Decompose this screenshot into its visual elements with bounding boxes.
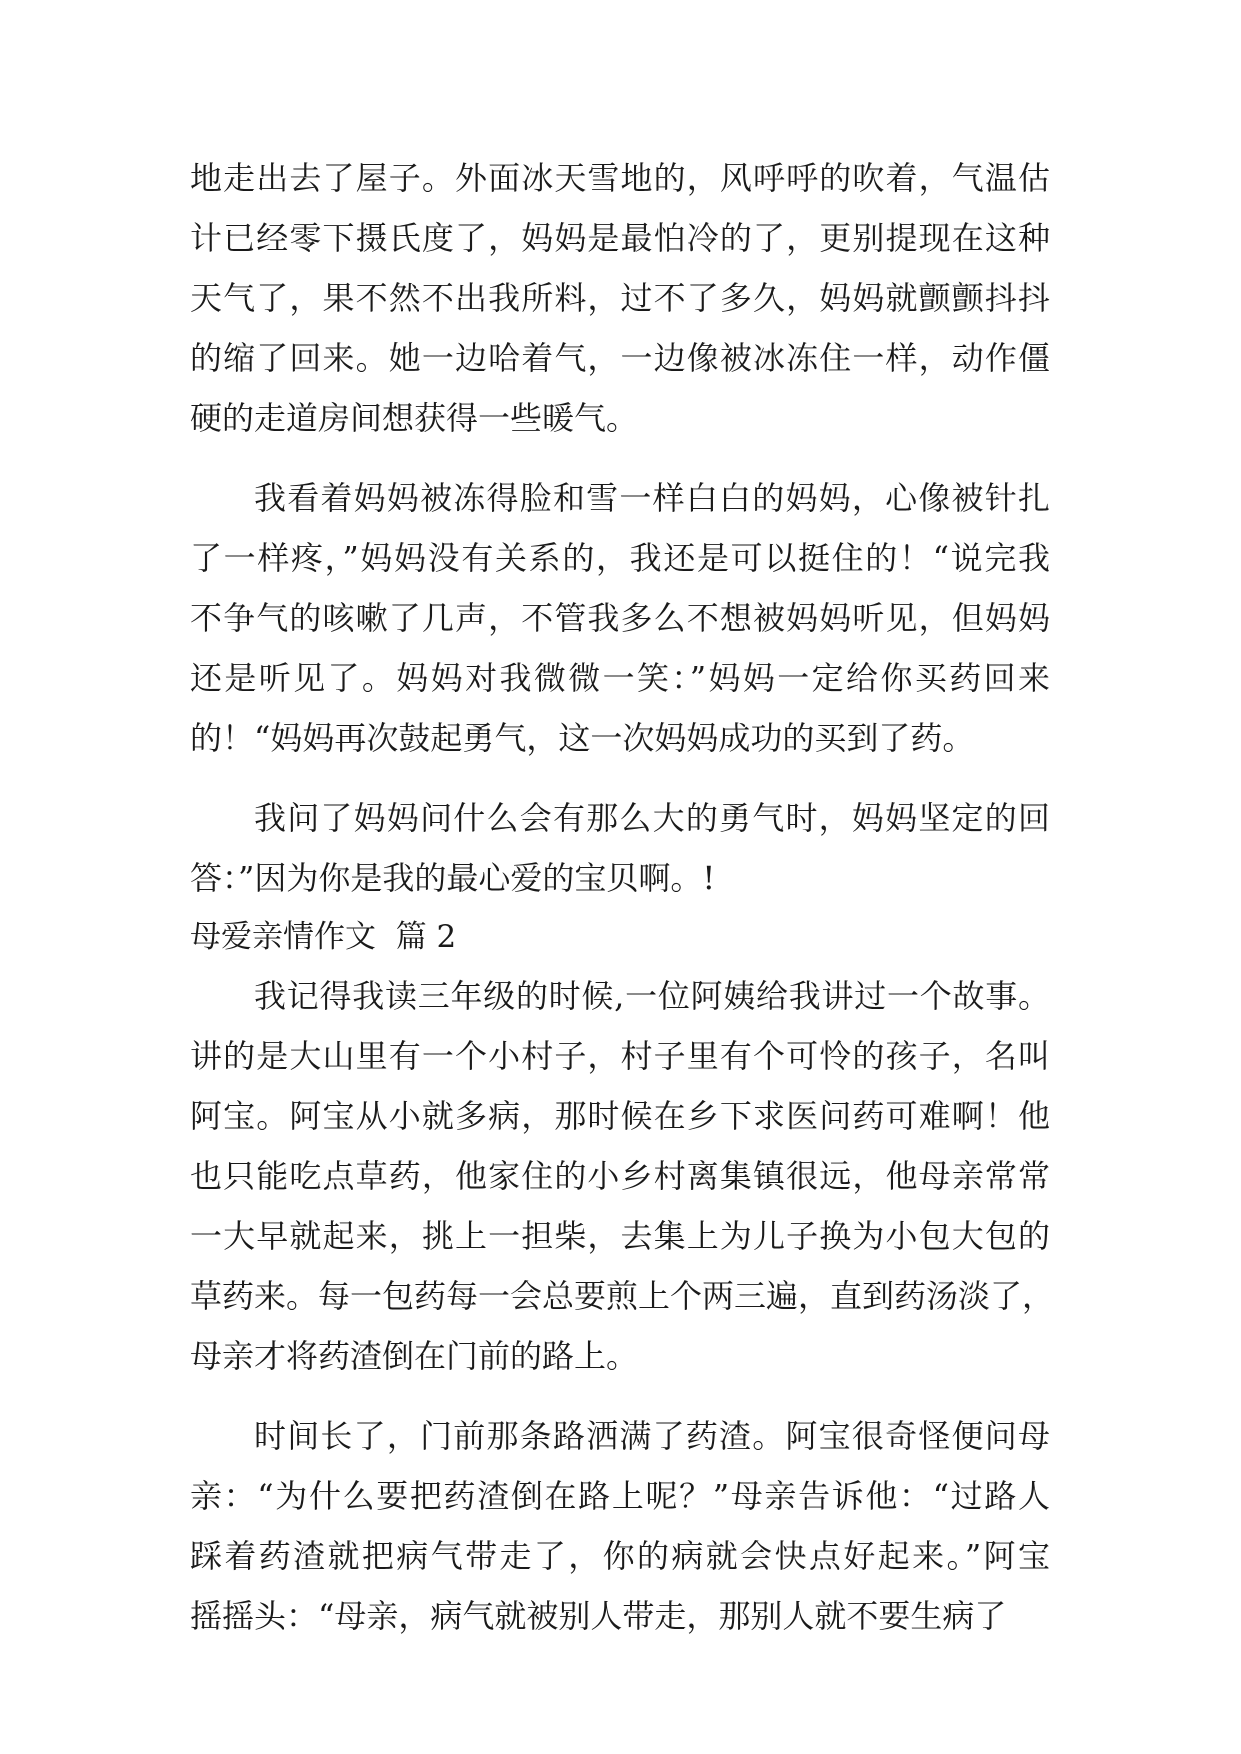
- text-line: 的！“妈妈再次鼓起勇气，这一次妈妈成功的买到了药。: [190, 719, 975, 757]
- paragraph-spacer: [190, 448, 1050, 468]
- text-line: 还是听见了。妈妈对我微微一笑：”妈妈一定给你买药回来: [190, 659, 1050, 697]
- paragraph-spacer: [190, 1386, 1050, 1406]
- text-line: 我记得我读三年级的时候,一位阿姨给我讲过一个故事。: [254, 977, 1050, 1015]
- paragraph-5: [190, 1406, 1050, 1646]
- text-line: 计已经零下摄氏度了，妈妈是最怕冷的了，更别提现在这种: [190, 219, 1050, 257]
- text-line: 亲：“为什么要把药渣倒在路上呢？”母亲告诉他：“过路人: [190, 1477, 1050, 1515]
- text-line: 不争气的咳嗽了几声，不管我多么不想被妈妈听见，但妈妈: [190, 599, 1050, 637]
- text-line: 母亲才将药渣倒在门前的路上。: [190, 1337, 639, 1375]
- text-line: 的缩了回来。她一边哈着气，一边像被冰冻住一样，动作僵: [190, 339, 1050, 377]
- paragraph-4: [190, 966, 1055, 1386]
- text-line: 我问了妈妈问什么会有那么大的勇气时，妈妈坚定的回: [254, 799, 1050, 837]
- text-line: 了一样疼，”妈妈没有关系的，我还是可以挺住的！“说完我: [190, 539, 1050, 577]
- text-line: 讲的是大山里有一个小村子，村子里有个可怜的孩子，名叫: [190, 1037, 1050, 1075]
- text-line: 草药来。每一包药每一会总要煎上个两三遍，直到药汤淡了，: [190, 1277, 1055, 1315]
- paragraph-1: [190, 148, 1050, 448]
- paragraph-2: [190, 468, 1050, 768]
- section-heading: 母爱亲情作文 篇 2: [190, 919, 457, 955]
- text-line: 我看着妈妈被冻得脸和雪一样白白的妈妈，心像被针扎: [254, 479, 1050, 517]
- text-line: 阿宝。阿宝从小就多病，那时候在乡下求医问药可难啊！他: [190, 1097, 1050, 1135]
- paragraph-spacer: [190, 768, 1050, 788]
- text-line: 硬的走道房间想获得一些暖气。: [190, 399, 639, 437]
- text-line: 也只能吃点草药，他家住的小乡村离集镇很远，他母亲常常: [190, 1157, 1050, 1195]
- text-line: 答：”因为你是我的最心爱的宝贝啊。!: [190, 859, 716, 897]
- text-line: 地走出去了屋子。外面冰天雪地的，风呼呼的吹着，气温估: [190, 159, 1050, 197]
- text-line: 时间长了，门前那条路洒满了药渣。阿宝很奇怪便问母: [254, 1417, 1050, 1455]
- document-body: [190, 148, 1055, 1646]
- text-line: 天气了，果不然不出我所料，过不了多久，妈妈就颤颤抖抖: [190, 279, 1050, 317]
- paragraph-3: [190, 788, 1050, 908]
- text-line: 一大早就起来，挑上一担柴，去集上为儿子换为小包大包的: [190, 1217, 1050, 1255]
- text-line: 踩着药渣就把病气带走了，你的病就会快点好起来。”阿宝: [190, 1537, 1050, 1575]
- text-line: 摇摇头：“母亲，病气就被别人带走，那别人就不要生病了: [190, 1597, 1007, 1635]
